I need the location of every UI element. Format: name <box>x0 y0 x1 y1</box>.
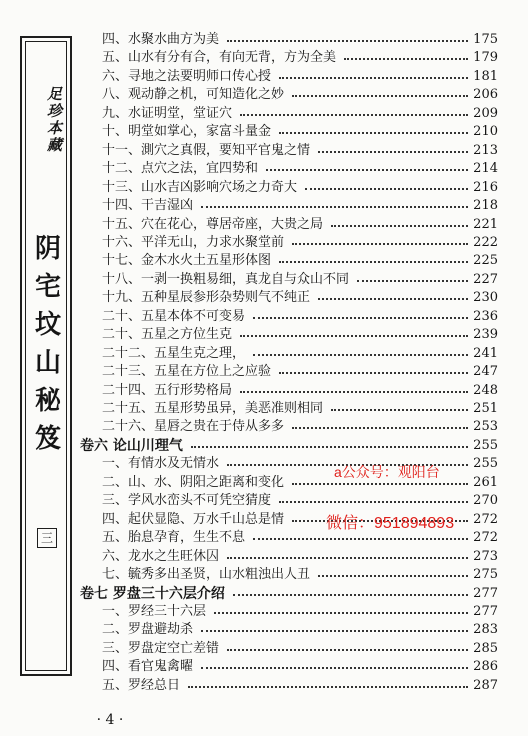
toc-leader-dots <box>292 427 468 429</box>
toc-entry-label: 十五、穴在花心，尊居帝座，大贵之局 <box>102 216 324 232</box>
toc-entry-page: 214 <box>473 161 498 177</box>
toc-leader-dots <box>331 225 468 227</box>
toc-leader-dots <box>227 649 468 651</box>
toc-entry-page: 213 <box>473 142 498 158</box>
toc-entry[interactable] <box>102 288 498 308</box>
toc-entry-label: 二、山、水、阴阳之距离和变化 <box>102 474 285 490</box>
toc-entry[interactable] <box>102 307 498 327</box>
toc-entry-label: 一、有情水及无情水 <box>102 456 220 472</box>
sidebar-panel <box>20 36 72 676</box>
toc-entry-page: 236 <box>473 308 498 324</box>
toc-leader-dots <box>201 206 468 208</box>
toc-leader-dots <box>318 298 468 300</box>
toc-leader-dots <box>253 538 468 540</box>
toc-leader-dots <box>188 686 468 688</box>
toc-entry[interactable] <box>102 233 498 253</box>
toc-entry-label: 四、起伏显隐、万水千山总是情 <box>102 511 285 527</box>
toc-entry[interactable] <box>102 602 498 622</box>
toc-entry[interactable] <box>102 399 498 419</box>
toc-entry-page: 283 <box>473 622 498 638</box>
toc-leader-dots <box>279 261 468 263</box>
toc-leader-dots <box>240 114 468 116</box>
series-title: 足珍本藏 <box>45 86 63 154</box>
toc-entry-label: 二十六、星唇之贵在于侍从多多 <box>102 419 285 435</box>
toc-leader-dots <box>253 317 468 319</box>
toc-entry-page: 247 <box>473 364 498 380</box>
toc-leader-dots <box>305 188 468 190</box>
toc-entry[interactable] <box>102 178 498 198</box>
toc-entry[interactable] <box>102 547 498 567</box>
toc-leader-dots <box>318 575 468 577</box>
toc-leader-dots <box>227 557 468 559</box>
toc-leader-dots <box>344 58 468 60</box>
toc-entry-page: 275 <box>473 567 498 583</box>
toc-entry[interactable] <box>102 344 498 364</box>
toc-entry[interactable] <box>102 639 498 659</box>
toc-entry-page: 261 <box>473 474 498 490</box>
toc-entry-label: 十七、金木水火土五星形体图 <box>102 253 272 269</box>
watermark-account: a公众号：观阳台 <box>334 464 440 480</box>
toc-entry-label: 二十、五星之方位生克 <box>102 327 233 343</box>
toc-entry-label: 二十三、五星在方位上之应验 <box>102 364 272 380</box>
toc-leader-dots <box>253 354 468 356</box>
toc-entry[interactable] <box>102 251 498 271</box>
toc-leader-dots <box>201 667 468 669</box>
toc-leader-dots <box>292 483 468 485</box>
toc-entry-page: 230 <box>473 290 498 306</box>
toc-leader-dots <box>201 630 468 632</box>
toc-entry-page: 277 <box>473 603 498 619</box>
toc-entry-label: 二十二、五星生克之理， <box>102 345 246 361</box>
toc-entry-label: 九、水证明堂，堂证穴 <box>102 105 233 121</box>
toc-entry-label: 十八、一剥一换粗易细，真龙自与众山不同 <box>102 271 350 287</box>
toc-entry[interactable] <box>102 30 498 50</box>
toc-entry-page: 286 <box>473 659 498 675</box>
toc-leader-dots <box>240 335 468 337</box>
toc-entry[interactable] <box>102 270 498 290</box>
toc-entry[interactable] <box>102 48 498 68</box>
toc-leader-dots <box>233 594 468 596</box>
toc-entry[interactable] <box>102 141 498 161</box>
toc-leader-dots <box>357 280 468 282</box>
toc-entry-label: 二、罗盘避劫杀 <box>102 622 194 638</box>
toc-entry-page: 225 <box>473 253 498 269</box>
toc-entry[interactable] <box>102 381 498 401</box>
toc-entry[interactable] <box>102 122 498 142</box>
toc-leader-dots <box>279 372 468 374</box>
toc-entry-page: 239 <box>473 327 498 343</box>
toc-entry[interactable] <box>102 159 498 179</box>
toc-entry-page: 287 <box>473 677 498 693</box>
toc-leader-dots <box>279 132 468 134</box>
toc-entry-page: 285 <box>473 640 498 656</box>
toc-leader-dots <box>279 501 468 503</box>
toc-entry-label: 二十四、五行形势格局 <box>102 382 233 398</box>
toc-entry-page: 248 <box>473 382 498 398</box>
toc-entry[interactable] <box>102 104 498 124</box>
toc-entry[interactable] <box>102 85 498 105</box>
toc-entry-label: 五、胎息孕育，生生不息 <box>102 530 246 546</box>
side-mark: 三 <box>37 528 57 548</box>
toc-leader-dots <box>279 77 468 79</box>
toc-entry-label: 十一、測穴之真假，要知平官鬼之情 <box>102 142 311 158</box>
toc-entry[interactable] <box>102 657 498 677</box>
toc-entry[interactable] <box>102 362 498 382</box>
toc-entry-page: 216 <box>473 179 498 195</box>
toc-entry-page: 175 <box>473 32 498 47</box>
toc-leader-dots <box>331 409 468 411</box>
toc-entry-label: 六、寻地之法要明师口传心授 <box>102 68 272 84</box>
toc-entry[interactable] <box>102 565 498 585</box>
toc-entry-label: 一、罗经三十六层 <box>102 603 207 619</box>
toc-entry-page: 209 <box>473 105 498 121</box>
toc-entry-label: 十、明堂如掌心，家富斗量金 <box>102 124 272 140</box>
toc-leader-dots <box>292 243 468 245</box>
toc-entry-label: 四、看官鬼禽曜 <box>102 659 194 675</box>
toc-leader-dots <box>318 151 468 153</box>
toc-entry-page: 255 <box>473 437 498 453</box>
toc-entry-label: 三、学风水峦头不可凭空猜度 <box>102 493 272 509</box>
toc-entry-page: 272 <box>473 530 498 546</box>
toc-entry-label: 五、罗经总日 <box>102 677 181 693</box>
toc-entry[interactable] <box>102 417 498 437</box>
toc-entry-page: 222 <box>473 234 498 250</box>
toc-entry-label: 十三、山水吉凶影响穴场之力奇大 <box>102 179 298 195</box>
toc-leader-dots <box>214 612 468 614</box>
toc-entry-page: 273 <box>473 548 498 564</box>
toc-entry-page: 221 <box>473 216 498 232</box>
toc-entry-label: 卷六 论山川理气 <box>80 437 183 454</box>
toc-leader-dots <box>266 169 468 171</box>
toc-entry-page: 251 <box>473 401 498 416</box>
toc-entry-page: 179 <box>473 50 498 66</box>
toc-entry-page: 277 <box>473 585 498 601</box>
toc-entry[interactable] <box>102 215 498 235</box>
toc-leader-dots <box>240 391 468 393</box>
toc-entry-page: 255 <box>473 456 498 472</box>
toc-entry-label: 卷七 罗盘三十六层介绍 <box>80 585 225 602</box>
toc-entry-label: 四、水聚水曲方为美 <box>102 32 220 47</box>
toc-entry-page: 270 <box>473 493 498 509</box>
page-number: · 4 · <box>96 712 124 728</box>
toc-entry[interactable] <box>102 676 498 696</box>
toc-entry-label: 三、罗盘定空亡差错 <box>102 640 220 656</box>
toc-entry-label: 六、龙水之生旺休囚 <box>102 548 220 564</box>
toc-entry[interactable] <box>102 491 498 511</box>
toc-entry-label: 二十五、五星形势虽异，美恶准则相同 <box>102 401 324 416</box>
toc-entry-page: 253 <box>473 419 498 435</box>
toc-entry-page: 218 <box>473 198 498 214</box>
toc-entry-label: 五、山水有分有合，有向无背，方为全美 <box>102 50 337 66</box>
toc-entry-label: 七、毓秀多出圣贤，山水粗浊出人丑 <box>102 567 311 583</box>
toc-entry-page: 227 <box>473 271 498 287</box>
toc-entry-page: 181 <box>473 68 498 84</box>
toc-entry-label: 十四、干吉湿凶 <box>102 198 194 214</box>
toc-entry[interactable] <box>102 325 498 345</box>
toc-entry-label: 八、观动静之机，可知造化之妙 <box>102 87 285 103</box>
toc-entry-label: 十九、五种星辰参形杂势则气不纯正 <box>102 290 311 306</box>
toc-leader-dots <box>227 40 468 42</box>
watermark-wechat: 微信：951894893 <box>326 515 455 532</box>
toc-entry[interactable] <box>102 67 498 87</box>
toc-entry[interactable] <box>102 196 498 216</box>
toc-entry-page: 241 <box>473 345 498 361</box>
toc-entry-page: 272 <box>473 511 498 527</box>
toc-chapter[interactable] <box>80 436 498 456</box>
toc-entry-page: 210 <box>473 124 498 140</box>
toc-entry[interactable] <box>102 620 498 640</box>
toc-leader-dots <box>292 95 468 97</box>
toc-entry-page: 206 <box>473 87 498 103</box>
toc-entry-label: 十二、点穴之法，宜四势和 <box>102 161 259 177</box>
toc-chapter[interactable] <box>80 584 498 604</box>
toc-entry-label: 十六、平洋无山，力求水聚堂前 <box>102 234 285 250</box>
toc-entry-label: 二十、五星本体不可变易 <box>102 308 246 324</box>
toc-leader-dots <box>191 446 468 448</box>
book-title: 阴宅坟山秘笈 <box>34 234 61 454</box>
